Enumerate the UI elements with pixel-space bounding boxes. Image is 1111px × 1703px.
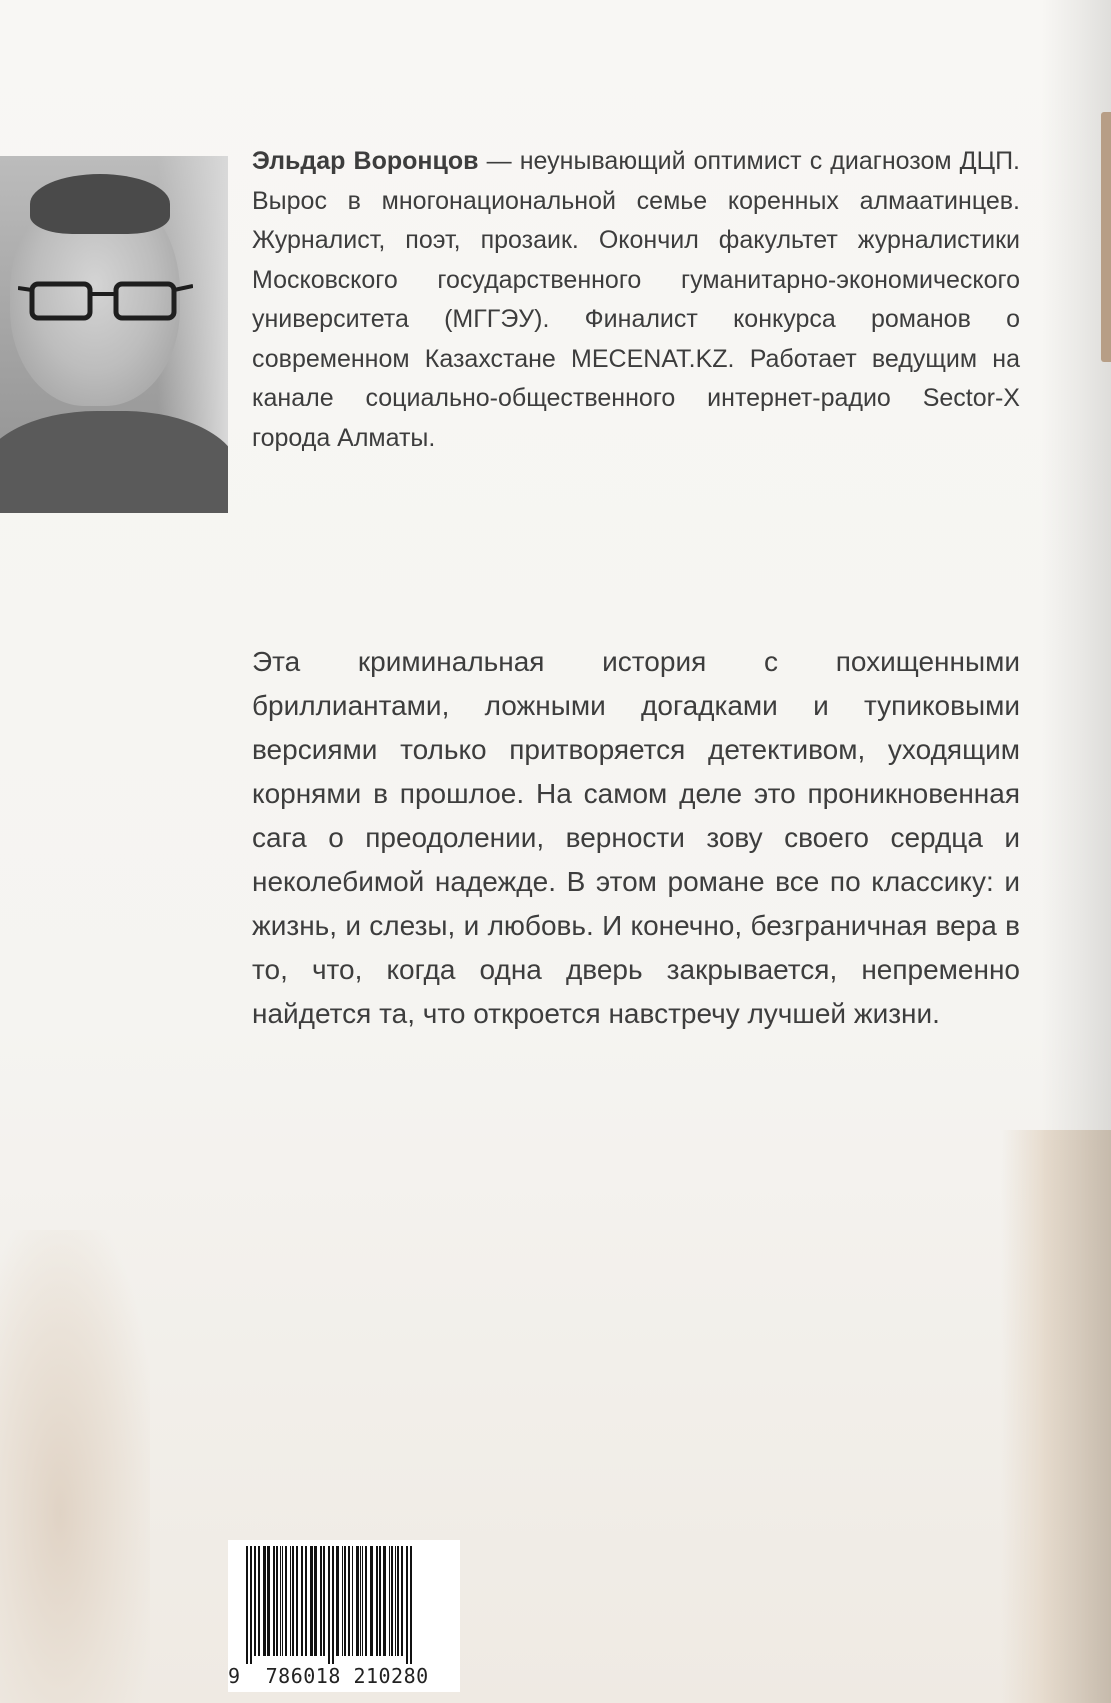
isbn-barcode (228, 1540, 460, 1692)
glasses-icon (18, 276, 193, 326)
bookmark-tab (1101, 112, 1111, 362)
book-annotation: Эта криминальная история с похищенными бриллиантами, ложными догадками и тупиковыми версиями только притворяется детективом, уходящим корнями в прошлое. На самом деле это проникновенная сага о преодолении, верности зову своего сердца и неколебимой надежде. В этом романе все по классику: и жизнь, и слезы, и любовь. И конечно, безграничная вера в то, что, когда одна дверь закрывается, непременно найдется та, что откроется навстречу лучшей жизни. (252, 646, 1020, 1029)
plaster-texture-left (0, 1230, 150, 1703)
author-photo (0, 156, 228, 513)
author-bio (252, 142, 1020, 458)
barcode-right-group: 210280 (353, 1664, 429, 1688)
barcode-lead-digit: 9 (228, 1664, 241, 1688)
author-bio-text: — неунывающий оптимист с диагнозом ДЦП. Вырос в многонациональной семье коренных алмаатинцев. Журналист, поэт, прозаик. Окончил факультет журналистики Московского государственного гуманитарно-экономического университета (МГГЭУ). Финалист конкурса романов о современном Казахстане MECENAT.KZ. Работает ведущим на канале социально-общественного интернет-радио Sector-X города Алматы. (252, 147, 1020, 452)
author-shoulders (0, 411, 228, 513)
barcode-digits (228, 1664, 460, 1688)
barcode-left-group: 786018 (265, 1664, 341, 1688)
author-name: Эльдар Воронцов (252, 147, 479, 175)
barcode-icon (228, 1540, 460, 1664)
author-hair (30, 174, 170, 234)
